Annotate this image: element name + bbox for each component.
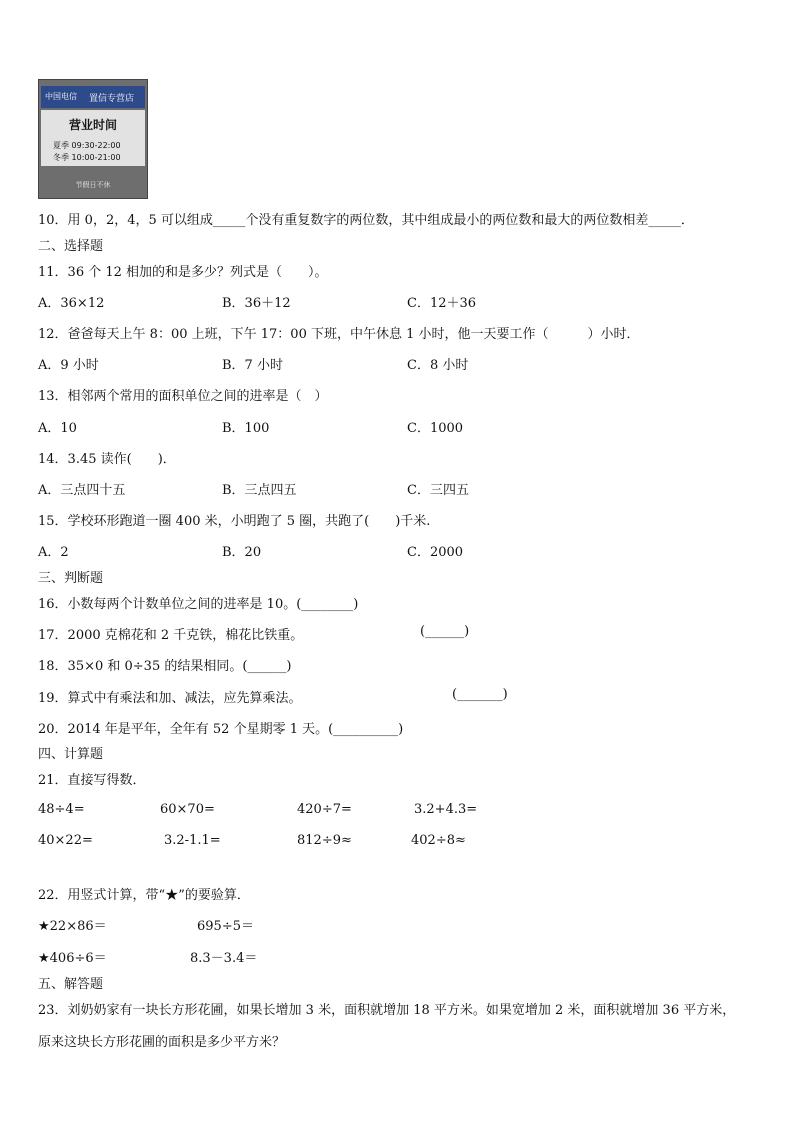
question-23: 23．刘奶奶家有一块长方形花圃，如果长增加 3 米，面积就增加 18 平方米。如果宽增加 2 米，面积就增加 36 平方米， <box>38 1003 736 1018</box>
q15-option-a: A．2 <box>38 545 69 560</box>
q21-item: 60×70= <box>160 802 215 817</box>
q11-option-b: B．36＋12 <box>222 296 291 311</box>
question-23-continued: 原来这块长方形花圃的面积是多少平方米？ <box>38 1035 286 1050</box>
q21-item: 48÷4= <box>38 802 85 817</box>
q21-item: 812÷9≈ <box>297 833 352 848</box>
section-solve: 五、解答题 <box>38 977 104 992</box>
question-15: 15．学校环形跑道一圈 400 米，小明跑了 5 圈，共跑了( )千米. <box>38 514 431 529</box>
question-17: 17．2000 克棉花和 2 千克铁，棉花比铁重。 <box>38 628 304 643</box>
question-21: 21．直接写得数． <box>38 773 146 788</box>
q22-item: 695÷5＝ <box>197 919 254 934</box>
sign-title: 营业时间 <box>68 118 117 132</box>
sign-body <box>41 110 145 166</box>
question-13: 13．相邻两个常用的面积单位之间的进率是（ ） <box>38 389 328 404</box>
q21-item: 402÷8≈ <box>411 833 466 848</box>
winter-hours: 冬季 10:00-21:00 <box>53 153 121 162</box>
q11-option-a: A．36×12 <box>38 296 105 311</box>
q22-item: 8.3－3.4＝ <box>190 951 258 966</box>
q13-option-c: C．1000 <box>407 421 464 436</box>
section-calc: 四、计算题 <box>38 747 104 762</box>
store-hours-photo <box>38 79 148 199</box>
q14-option-a: A．三点四十五 <box>38 483 126 498</box>
q12-option-c: C．8 小时 <box>407 358 469 373</box>
question-18: 18．35×0 和 0÷35 的结果相同。(______) <box>38 659 292 674</box>
question-12: 12．爸爸每天上午 8：00 上班，下午 17：00 下班，中午休息 1 小时，他一天要工作（ ）小时． <box>38 327 640 342</box>
question-19: 19．算式中有乘法和加、减法，应先算乘法。 <box>38 691 302 706</box>
q17-answer-blank[interactable]: (______) <box>420 624 470 639</box>
q15-option-b: B．20 <box>222 545 262 560</box>
question-16: 16．小数每两个计数单位之间的进率是 10。(________) <box>38 597 359 612</box>
sign-footer: 节假日不休 <box>75 181 111 189</box>
q21-item: 3.2-1.1= <box>164 833 221 848</box>
q13-option-b: B．100 <box>222 421 270 436</box>
question-22: 22．用竖式计算，带“★”的要验算． <box>38 888 250 903</box>
q15-option-c: C．2000 <box>407 545 464 560</box>
telecom-logo: 中国电信 <box>45 92 77 101</box>
question-14: 14．3.45 读作( )． <box>38 452 176 467</box>
question-20: 20．2014 年是平年，全年有 52 个星期零 1 天。(__________) <box>38 722 404 737</box>
q12-option-b: B．7 小时 <box>222 358 283 373</box>
q21-item: 420÷7= <box>297 802 352 817</box>
section-judge: 三、判断题 <box>38 571 104 586</box>
q11-option-c: C．12＋36 <box>407 296 477 311</box>
question-10: 10．用 0，2，4，5 可以组成_____个没有重复数字的两位数，其中组成最小的两位数和最大的两位数相差_____． <box>38 213 694 228</box>
sign-header <box>41 86 145 108</box>
q12-option-a: A．9 小时 <box>38 358 99 373</box>
q13-option-a: A．10 <box>38 421 77 436</box>
q22-item: ★22×86＝ <box>38 919 107 934</box>
store-name: 置信专营店 <box>89 94 135 104</box>
q19-answer-blank[interactable]: (_______) <box>452 687 508 702</box>
q22-item: ★406÷6＝ <box>38 951 107 966</box>
section-choice: 二、选择题 <box>38 239 104 254</box>
question-11: 11．36 个 12 相加的和是多少？列式是（ ）。 <box>38 265 328 280</box>
q14-option-c: C．三四五 <box>407 483 469 498</box>
q21-item: 3.2+4.3= <box>414 802 478 817</box>
q14-option-b: B．三点四五 <box>222 483 297 498</box>
q21-item: 40×22= <box>38 833 93 848</box>
summer-hours: 夏季 09:30-22:00 <box>53 141 121 150</box>
